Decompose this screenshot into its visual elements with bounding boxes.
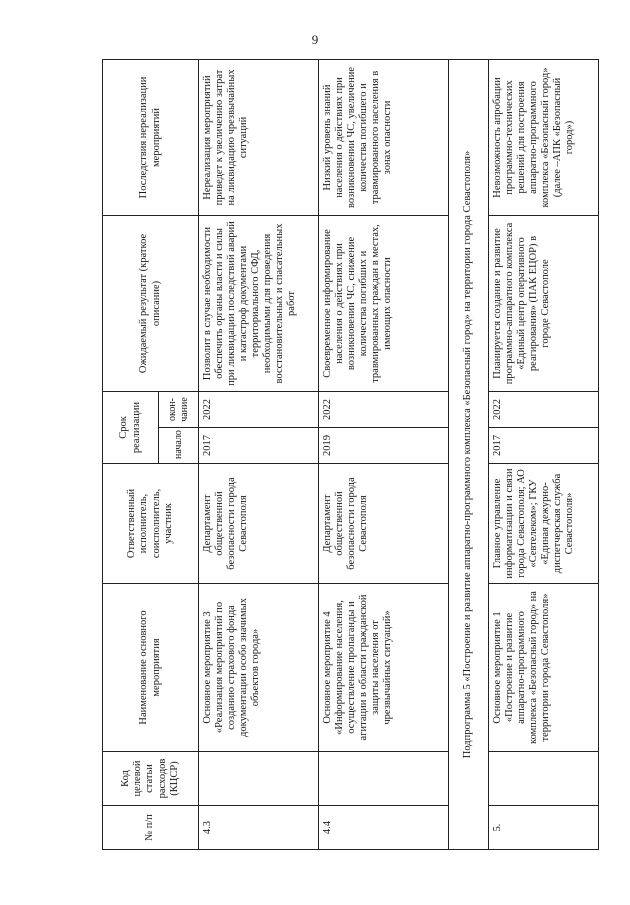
row-end: 2022: [489, 391, 599, 427]
header-name: Наименование основного мероприятия: [103, 584, 199, 752]
row-name: Основное мероприятие 3 «Реализация мероприятий по созданию страхового фонда документации особо значимых объектов города»: [199, 584, 319, 752]
row-num: 4.3: [199, 806, 319, 850]
subprogram-title: Подпрограмма 5 «Построение и развитие аппаратно-программного комплекса «Безопасный город» на территории города Севастополя»: [449, 59, 489, 849]
row-start: 2019: [319, 428, 449, 464]
header-start: начало: [159, 428, 199, 464]
header-responsible: Ответственный исполнитель, соисполнитель, участник: [103, 464, 199, 584]
header-end: окон-чание: [159, 391, 199, 427]
row-consequences: Нереализация мероприятий приведет к увеличению затрат на ликвидацию чрезвычайных ситуаций: [199, 59, 319, 215]
row-end: 2022: [199, 391, 319, 427]
row-num: 4.4: [319, 806, 449, 850]
row-responsible: Департамент общественной безопасности города Севастополя: [319, 464, 449, 584]
header-code: Код целевой статьи расходов (КЦСР): [103, 752, 199, 806]
row-consequences: Невозможность апробации программно-технических решений для построения аппаратно-программного комплекса «Безопасный город» (далее –АПК «Безопасный город»): [489, 59, 599, 215]
header-result: Ожидаемый результат (краткое описание): [103, 215, 199, 391]
header-row: [103, 59, 159, 849]
row-consequences: Низкий уровень знаний населения о действиях при возникновении ЧС, увеличение количества погибшего и травмированного населения в зонах опасности: [319, 59, 449, 215]
table-row: [319, 59, 449, 849]
table-row: [199, 59, 319, 849]
header-consequences: Последствия нереализации мероприятий: [103, 59, 199, 215]
row-code: [489, 752, 599, 806]
header-period: Срок реализации: [103, 391, 159, 463]
row-end: 2022: [319, 391, 449, 427]
rotated-table-container: [102, 60, 576, 850]
row-name: Основное мероприятие 4 «Информирование населения, осуществление пропаганды и агитации в области гражданской защиты населения от чрезвычайных ситуаций»: [319, 584, 449, 752]
row-name: Основное мероприятие 1 «Построение и развитие аппаратно-программного комплекса «Безопасный город» на территории города Севастополя»: [489, 584, 599, 752]
row-responsible: Департамент общественной безопасности города Севастополя: [199, 464, 319, 584]
header-num: № п/п: [103, 806, 199, 850]
subprogram-row: [449, 59, 489, 849]
row-code: [199, 752, 319, 806]
row-result: Своевременное информирование населения о действиях при возникновении ЧС, снижение количества погибших и травмированных граждан в местах, имеющих опасности: [319, 215, 449, 391]
row-result: Планируется создание и развитие программно-аппаратного комплекса «Единый центр оперативного реагирования» (ПАК ЕЦОР) в городе Севастополе: [489, 215, 599, 391]
row-result: Позволит в случае необходимости обеспечить органы власти и силы при ликвидации последствий аварий и катастроф документами территориального СФД, необходимыми для проведения восстановительных и спасательных работ: [199, 215, 319, 391]
page-number: 9: [311, 32, 319, 47]
table-row: [489, 59, 599, 849]
row-start: 2017: [199, 428, 319, 464]
program-table: [102, 59, 599, 850]
row-num: 5.: [489, 806, 599, 850]
row-responsible: Главное управление информатизации и связи города Севастополя; АО «Севтелеком»; ГКУ «Единая дежурно-диспетчерская служба Севастополя»: [489, 464, 599, 584]
row-start: 2017: [489, 428, 599, 464]
row-code: [319, 752, 449, 806]
